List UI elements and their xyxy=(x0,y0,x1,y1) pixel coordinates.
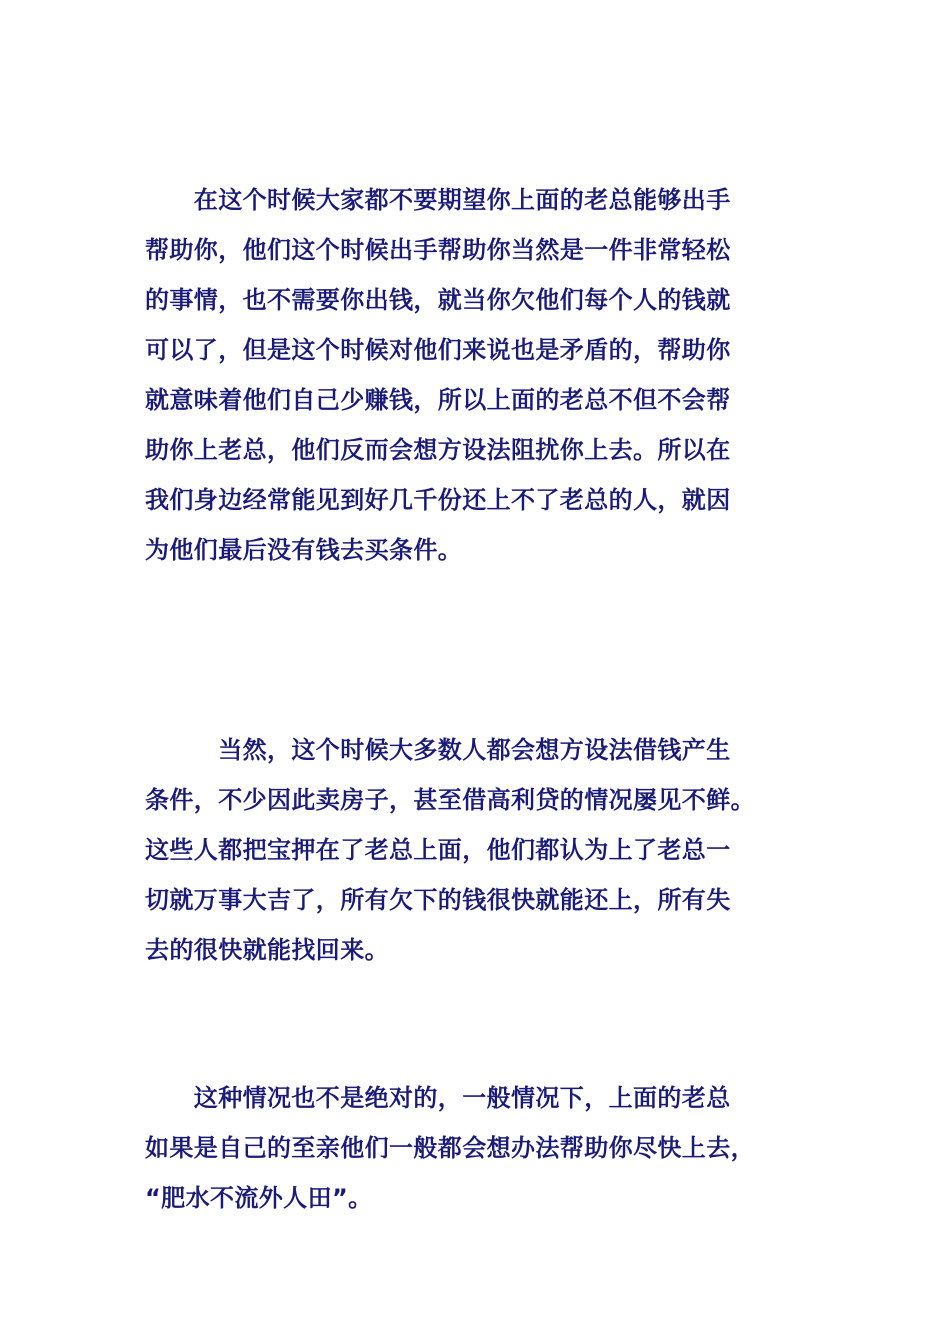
paragraph-2-line-3: 这些人都把宝押在了老总上面，他们都认为上了老总一 xyxy=(145,836,731,864)
paragraph-2-line-4: 切就万事大吉了，所有欠下的钱很快就能还上，所有失 xyxy=(145,886,731,914)
paragraph-3 xyxy=(145,1073,785,1223)
paragraph-1-line-7: 我们身边经常能见到好几千份还上不了老总的人，就因 xyxy=(145,486,731,514)
paragraph-2 xyxy=(145,725,785,975)
paragraph-1-line-8: 为他们最后没有钱去买条件。 xyxy=(145,536,463,564)
paragraph-1 xyxy=(145,175,785,575)
paragraph-2-line-1: 当然，这个时候大多数人都会想方设法借钱产生 xyxy=(145,736,731,764)
paragraph-1-line-2: 帮助你，他们这个时候出手帮助你当然是一件非常轻松 xyxy=(145,236,731,264)
paragraph-1-line-3: 的事情，也不需要你出钱，就当你欠他们每个人的钱就 xyxy=(145,286,731,314)
paragraph-3-line-1: 这种情况也不是绝对的，一般情况下，上面的老总 xyxy=(145,1084,731,1112)
paragraph-1-line-1: 在这个时候大家都不要期望你上面的老总能够出手 xyxy=(145,186,731,214)
paragraph-3-line-3: “肥水不流外人田”。 xyxy=(145,1184,373,1212)
paragraph-2-line-2: 条件，不少因此卖房子，甚至借高利贷的情况屡见不鲜。 xyxy=(145,786,755,814)
paragraph-2-line-5: 去的很快就能找回来。 xyxy=(145,936,389,964)
paragraph-3-line-2: 如果是自己的至亲他们一般都会想办法帮助你尽快上去， xyxy=(145,1134,755,1162)
paragraph-1-line-4: 可以了，但是这个时候对他们来说也是矛盾的，帮助你 xyxy=(145,336,731,364)
paragraph-1-line-5: 就意味着他们自己少赚钱，所以上面的老总不但不会帮 xyxy=(145,386,731,414)
paragraph-1-line-6: 助你上老总，他们反而会想方设法阻扰你上去。所以在 xyxy=(145,436,731,464)
